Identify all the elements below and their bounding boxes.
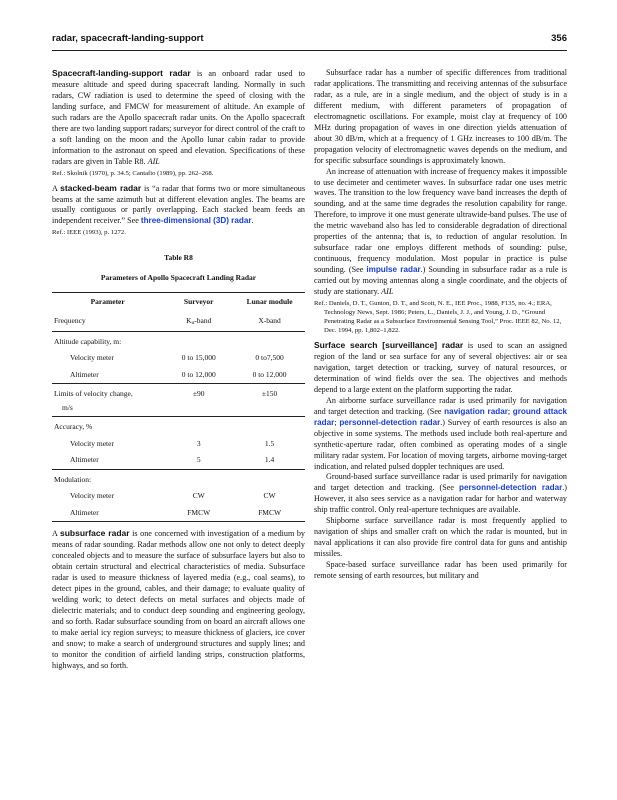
table-row	[52, 469, 305, 486]
entry-text: is “a radar that forms two or more simultaneous beams at the same azimuth but at different elevation angles. The beams are usually contiguous or partly overlapping. Each stacked beam feeds an independent receiver.” See	[52, 183, 305, 226]
entry-surface-search-radar	[314, 340, 567, 396]
term-spacecraft-landing-support-radar: Spacecraft-landing-support radar	[52, 68, 191, 78]
xref-three-dimensional-radar[interactable]: three-dimensional (3D) radar	[140, 216, 252, 226]
cell-value: CW	[192, 491, 205, 501]
xref-impulse-radar[interactable]: impulse radar	[366, 265, 421, 275]
entry-stacked-beam-radar	[52, 183, 305, 228]
entry-text: is an onboard radar used to measure altitude and speed during spacecraft landing. Normally in such radars, CW radiation is used to determine the speed of closing with the landing surface, and FMCW for measurement of altitude. An example of such radars are the Apollo spacecraft radar units. On the Apollo spacecraft there are two landing support radars; surveyor for direct control of the craft to a soft landing on the moon and the Apollo lunar cabin radar to provide information to the astronaut on speed and elevation. Specifications of these radars are given in Table R8.	[52, 69, 305, 166]
table-row	[52, 450, 305, 469]
entry-text: is used to scan an assigned region of the land or sea surface for any of several objectives: air or sea navigation, target detection or tracking, survey of natural resources, or determination of wind fields over the sea. The objectives and methods depend to a large extent on the platform supporting the radar.	[314, 341, 567, 394]
table-row	[52, 311, 305, 331]
cell-value: Ku-band	[163, 311, 234, 331]
table-row	[52, 503, 305, 522]
row-label: Frequency	[52, 311, 163, 331]
table-row	[52, 486, 305, 503]
reference: Ref.: Skolnik (1970), p. 34.5; Cantafio (1989), pp. 262–268.	[52, 169, 214, 177]
row-label: Velocity meter	[70, 438, 114, 448]
entry-text: Ground-based surface surveillance radar is used primarily for navigation and target detection and tracking. (See	[314, 472, 567, 493]
paragraph: Shipborne surface surveillance radar is most frequently applied to navigation of ships and smaller craft on which the radar is mounted, but in naval applications it can also provide fire control data for guns and antiship missiles.	[314, 516, 567, 559]
cell-value: 3	[196, 438, 201, 448]
table-row	[52, 434, 305, 451]
cell-value: ±150	[261, 389, 278, 399]
entry-spacecraft-landing-support-radar	[52, 68, 305, 168]
row-label: Modulation:	[54, 474, 92, 484]
col-header-lunar-module: Lunar module	[234, 293, 305, 312]
paragraph: An airborne surface surveillance radar is used primarily for navigation and target detection and tracking. (See navigation radar; ground attack radar; personnel-detection radar.) Survey of earth resources is also an objective in some systems. The methods used include both real-aperture and synthetic-aperture radar, often combined as operating modes of a single military radar system. For location of moving targets, airborne moving-target indication, and related pulsed doppler techniques are used.	[314, 395, 567, 471]
entry-text: is one concerned with investigation of a medium by means of radar sounding. Radar methods allow one not only to detect deeply concealed objects and to measure the surface of subsurface layers but also to obtain certain structural and electrical characteristics of media. Subsurface radar is used to measure thickness of layered media (e.g., coal seams), to detect pipes in the ground, cables, and their damage; to evaluate quality of welding work; to detect defects on metal surfaces and objects made of dielectric materials; and to conduct deep sounding and engineering geology, and so forth. Radar subsurface sounding from on board an aircraft allows one to make aerial icy region surveys; to measure thickness of glaciers, ice cover and snow; to make a search of underground structures and supply lines; and to monitor the condition of airfield landing strips, construction platforms, highways, and so forth.	[52, 529, 305, 670]
cell-value: FMCW	[163, 503, 234, 522]
table-title: Parameters of Apollo Spacecraft Landing Radar	[100, 273, 257, 283]
paragraph: Subsurface radar has a number of specific differences from traditional radar applications. The transmitting and receiving antennas of the subsurface radar, as a rule, are in a single medium, and the object of study is in a different medium, with different parameters of propagation of electromagnetic oscillations. For example, moist clay at frequency of 100 MHz during propagation of waves in one direction yields attenuation of about 30 dB/m, which at a frequency of 1 GHz increases to 100 dB/m. The propagation velocity of electromagnetic waves depends on the medium, and for specific subsurface soundings is approximately known.	[314, 68, 567, 165]
page-number: 356	[551, 33, 567, 44]
cell-value: 5	[163, 450, 234, 469]
table-number: Table R8	[164, 253, 193, 263]
header-title: radar, spacecraft-landing-support	[52, 33, 204, 44]
reference: Ref.: IEEE (1993), p. 1272.	[52, 229, 126, 237]
author-tag: AIL	[381, 287, 394, 297]
running-header	[52, 33, 567, 47]
paragraph: Space-based surface surveillance radar has been used primarily for remote sensing of earth resources, but military and	[314, 560, 567, 581]
apollo-radar-parameters-table	[52, 292, 305, 522]
row-label: Altimeter	[52, 450, 163, 469]
cell-value: FMCW	[234, 503, 305, 522]
table-row	[52, 348, 305, 365]
entry-text: .) Sounding in subsurface radar as a rule is carried out by moving antennas along a single coordinate, and the objects of study are stationary.	[314, 265, 567, 297]
row-label: m/s	[52, 401, 163, 417]
row-label: Velocity meter	[70, 353, 114, 363]
entry-text: .) Survey of earth resources is also an objective in some systems. The methods used include both real-aperture and synthetic-aperture radar, often combined as operating modes of a single military radar system. For location of moving targets, airborne moving-target indication, and related pulsed doppler techniques are used.	[314, 417, 567, 471]
row-label: Limits of velocity change,	[54, 389, 133, 399]
term-stacked-beam-radar: stacked-beam radar	[60, 182, 142, 193]
row-label: Accuracy, %	[54, 422, 93, 432]
cell-value: 1.4	[234, 450, 305, 469]
cell-value: 0 to 15,000	[181, 353, 216, 363]
table-row	[52, 384, 305, 401]
reference: Ref.: Daniels, D. T., Gunton, D. T., and Scott, N. E., IEE Proc., 1988, F135, no. 4.; ERA, Technology News, Sept. 1986; Peters, L., Daniels, J. J., and Young, J. D., “Ground Penetrating Radar as a Subsurface Environmental Sensing Tool,” Proc. IEEE 82, No. 12, Dec. 1994, pp. 1,802–1,822.	[314, 300, 562, 335]
paragraph	[314, 167, 567, 298]
cell-value: 0 to7,500	[255, 353, 284, 363]
entry-subsurface-radar	[52, 528, 305, 671]
cell-value: CW	[263, 491, 276, 501]
table-row	[52, 365, 305, 384]
cell-value: ±90	[192, 389, 205, 399]
header-divider	[52, 50, 567, 51]
row-label: Altimeter	[52, 365, 163, 384]
row-label: Altitude capability, m:	[54, 336, 122, 346]
left-column	[52, 68, 305, 672]
xref-navigation-radar[interactable]: navigation radar	[444, 406, 508, 416]
xref-ground-attack-radar[interactable]: ground attack radar	[314, 406, 567, 427]
right-column	[314, 68, 567, 582]
entry-text: An airborne surface surveillance radar is used primarily for navigation and target detection and tracking. (See	[314, 395, 567, 416]
row-label: Altimeter	[52, 503, 163, 522]
paragraph	[314, 472, 567, 516]
table-row	[52, 331, 305, 348]
table-row	[52, 417, 305, 434]
xref-personnel-detection-radar[interactable]: personnel-detection radar	[459, 483, 563, 493]
term-surface-search-radar: Surface search [surveillance] radar	[314, 340, 464, 351]
entry-text: A	[52, 529, 61, 539]
entry-text: An increase of attenuation with increase of frequency makes it impossible to use decimeter and centimeter waves. In subsurface radar one uses metric waves. The transition to the low frequency wave band increases the depth of sounding, and at the same time degrades the resolution capability for range. Therefore, to improve it one must generate ultrawide-band pulses. The use of the metric waveband also has led to considerable degradation of directional properties of the antenna; that is, to reduction of angular resolution. In subsurface radar one employs different methods of sounding: pulse, continuous, frequency modulation. Most popular in practice is pulse sounding. (See	[314, 166, 567, 275]
table-header-row	[52, 293, 305, 312]
table-caption	[52, 253, 305, 284]
col-header-surveyor: Surveyor	[163, 293, 234, 312]
row-label: Velocity meter	[70, 491, 114, 501]
cell-value: 1.5	[264, 438, 275, 448]
xref-personnel-detection-radar[interactable]: personnel-detection radar	[339, 417, 441, 427]
col-header-parameter: Parameter	[52, 293, 163, 312]
cell-value: X-band	[234, 311, 305, 331]
entry-text: A	[52, 183, 61, 193]
entry-text: .	[251, 216, 254, 226]
author-tag: AIL	[147, 156, 160, 166]
cell-value: 0 to 12,000	[234, 365, 305, 384]
term-subsurface-radar: subsurface radar	[60, 528, 130, 539]
entry-text: .) However, it also sees service as a navigation radar for harbor and waterway ship traffic control. Only real-aperture techniques are available.	[314, 483, 567, 515]
cell-value: 0 to 12,000	[163, 365, 234, 384]
table-row	[52, 401, 305, 417]
